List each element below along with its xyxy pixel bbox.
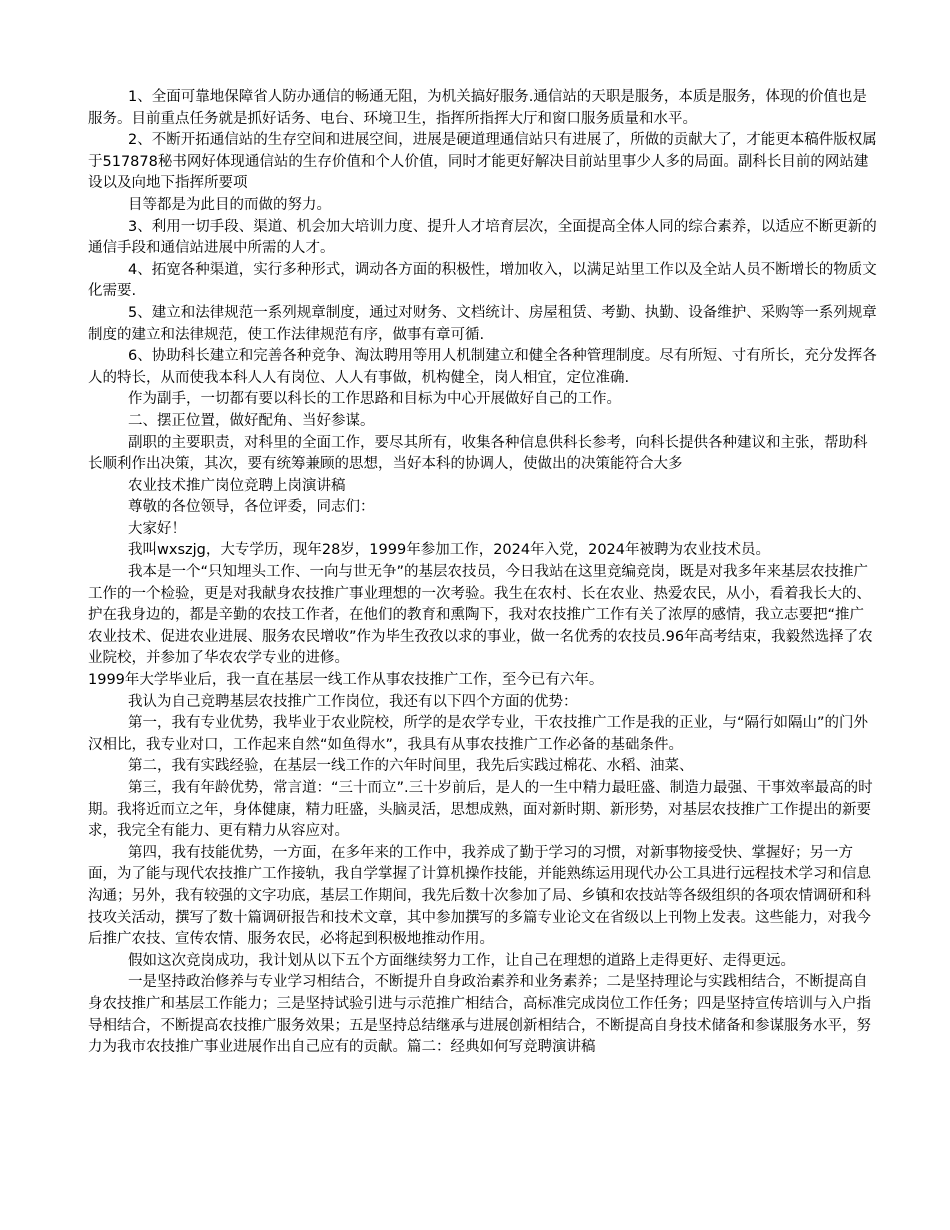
paragraph-6: 5、建立和法律规范一系列规章制度，通过对财务、文档统计、房屋租赁、考勤、执勤、设备维护、采购等一系列规章制度的建立和法律规范，使工作法律规范有序，做事有章可循.	[88, 304, 877, 343]
advantage-2: 第二，我有实践经验，在基层一线工作的六年时间里，我先后实践过棉花、水稻、油菜、	[128, 758, 694, 775]
advantage-1: 第一，我有专业优势，我毕业于农业院校，所学的是农学专业，干农技推广工作是我的正业，与“隔行如隔山”的门外汉相比，我专业对口，工作起来自然“如鱼得水”，我具有从事农技推广工作必备的基础条件。	[88, 715, 869, 753]
section-heading-2: 二、摆正位置，做好配角、当好参谋。	[128, 412, 375, 429]
paragraph-10: 副职的主要职责，对科里的全面工作，要尽其所有，收集各种信息供科长参考，向科长提供各种建议和主张，帮助科长顺利作出决策，其次，要有统筹兼顾的思想，当好本科的协调人，使做出的决策能符合大多	[88, 434, 868, 473]
paragraph-23: 一是坚持政治修养与专业学习相结合，不断提升自身政治素养和业务素养；二是坚持理论与实践相结合，不断提高自身农技推广和基层工作能力；三是坚持试验引进与示范推广相结合，高标准完成岗位工作任务；四是坚持宣传培训与入户指导相结合，不断提高农技推广服务效果；五是坚持总结继承与进展创新相结合，不断提高自身技术储备和参谋服务水平，努力为我市农技推广事业进展作出自己应有的贡献。篇二：经典如何写竞聘演讲稿	[88, 974, 871, 1056]
self-introduction: 我叫wxszjg，大专学历，现年28岁，1999年参加工作，2024年入党，2024年被聘为农业技术员。	[128, 542, 770, 559]
paragraph-4: 3、利用一切手段、渠道、机会加大培训力度、提升人才培育层次，全面提高全体人同的综合素养，以适应不断更新的通信手段和通信站进展中所需的人才。	[88, 218, 877, 257]
paragraph-22: 假如这次竞岗成功，我计划从以下五个方面继续努力工作，让自己在理想的道路上走得更好、走得更远。	[128, 952, 795, 969]
paragraph-17: 我认为自己竞聘基层农技推广工作岗位，我还有以下四个方面的优势：	[128, 693, 578, 710]
paragraph-7: 6、协助科长建立和完善各种竞争、淘汰聘用等用人机制建立和健全各种管理制度。尽有所短、寸有所长，充分发挥各人的特长，从而使我本科人人有岗位、人人有事做，机构健全，岗人相宜，定位准确.	[88, 348, 877, 386]
greeting: 大家好！	[128, 520, 186, 537]
paragraph-5: 4、拓宽各种渠道，实行多种形式，调动各方面的积极性，增加收入，以满足站里工作以及全站人员不断增长的物质文化需要.	[88, 261, 877, 300]
advantage-3: 第三，我有年龄优势，常言道：“三十而立”.三十岁前后，是人的一生中精力最旺盛、制造力最强、干事效率最高的时期。我将近而立之年，身体健康，精力旺盛，头脑灵活，思想成熟，面对新时期、新形势，对基层农技推广工作提出的新要求，我完全有能力、更有精力从容应对。	[88, 780, 873, 840]
speech-title: 农业技术推广岗位竞聘上岗演讲稿	[128, 477, 346, 494]
salutation: 尊敬的各位领导，各位评委，同志们：	[128, 499, 375, 516]
document-body	[88, 87, 878, 1059]
paragraph-15: 我本是一个“只知埋头工作、一向与世无争”的基层农技员，今日我站在这里竞编竞岗，既是对我多年来基层农技推广工作的一个检验，更是对我献身农技推广事业理想的一次考验。我生在农村、长在农业、热爱农民，从小，看着我长大的、护在我身边的，都是辛勤的农技工作者，在他们的教育和熏陶下，我对农技推广工作有关了浓厚的感情，我立志要把“推广农业技术、促进农业进展、服务农民增收”作为毕生孜孜以求的事业，做一名优秀的农技员.96年高考结束，我毅然选择了农业院校，并参加了华农农学专业的进修。	[88, 564, 873, 667]
advantage-4: 第四，我有技能优势，一方面，在多年来的工作中，我养成了勤于学习的习惯，对新事物接受快、掌握好；另一方面，为了能与现代农技推广工作接轨，我自学掌握了计算机操作技能，并能熟练运用现代办公工具进行远程技术学习和信息沟通；另外，我有较强的文字功底，基层工作期间，我先后数十次参加了局、乡镇和农技站等各级组织的各项农情调研和科技攻关活动，撰写了数十篇调研报告和技术文章，其中参加撰写的多篇专业论文在省级以上刊物上发表。这些能力，对我今后推广农技、宣传农情、服务农民，必将起到积极地推动作用。	[88, 844, 871, 948]
paragraph-2: 2、不断开拓通信站的生存空间和进展空间，进展是硬道理通信站只有进展了，所做的贡献大了，才能更本稿件版权属于517878秘书网好体现通信站的生存价值和个人价值，同时才能更好解决目前站里事少人多的局面。副科长目前的网站建设以及向地下指挥所要项	[88, 132, 877, 192]
paragraph-16: 1999年大学毕业后，我一直在基层一线工作从事农技推广工作，至今已有六年。	[88, 672, 604, 689]
paragraph-8: 作为副手，一切都有要以科长的工作思路和目标为中心开展做好自己的工作。	[128, 391, 621, 408]
paragraph-3: 目等都是为此目的而做的努力。	[128, 196, 331, 213]
paragraph-1: 1、全面可靠地保障省人防办通信的畅通无阻，为机关搞好服务.通信站的天职是服务，本质是服务，体现的价值也是服务。目前重点任务就是抓好话务、电台、环境卫生，指挥所指挥大厅和窗口服务质量和水平。	[88, 89, 867, 127]
